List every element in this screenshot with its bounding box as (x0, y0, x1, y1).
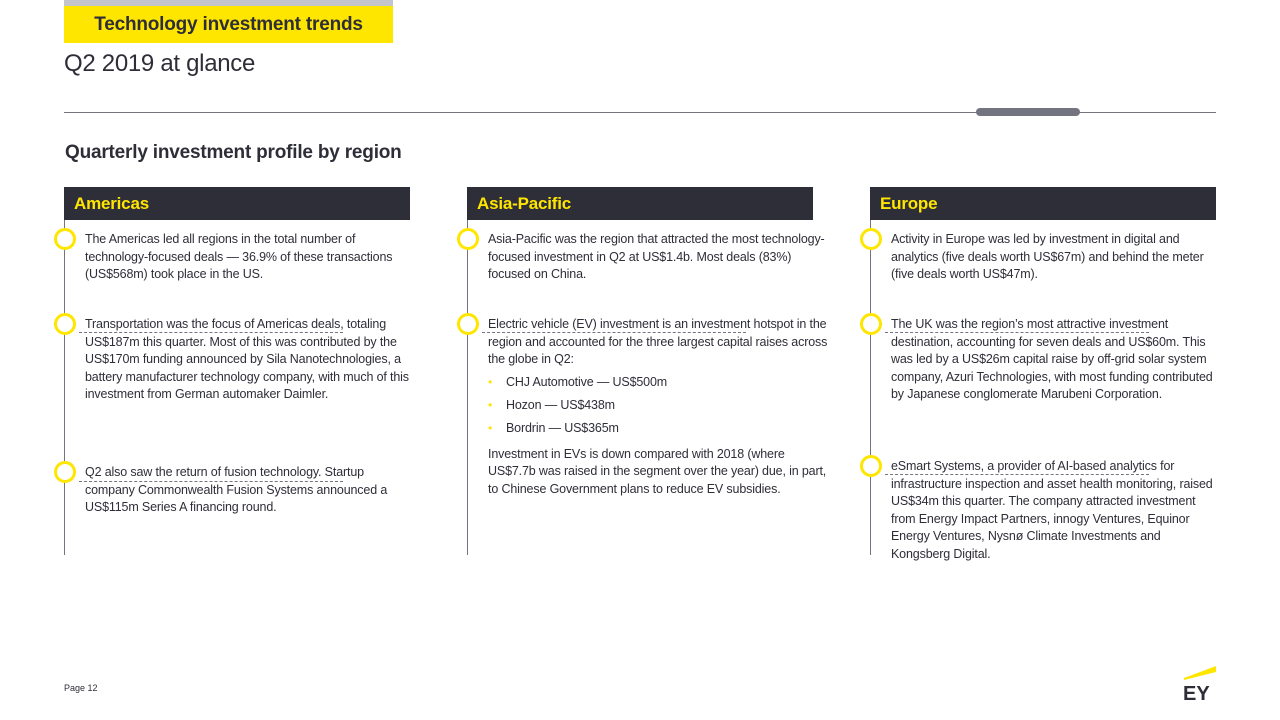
item-text: The UK was the region’s most attractive investment destination, accounting for seven deals and US$60m. This was led by a US$26m capital raise by off-grid solar system company, Azuri Technologies, with most funding contributed by Japanese conglomerate Marubeni Corporation. (891, 317, 1213, 401)
list-item (468, 220, 825, 284)
column-body (870, 220, 1216, 561)
list-item (871, 447, 1217, 563)
column-title: Americas (74, 193, 149, 213)
circle-bullet-icon (54, 461, 76, 483)
item-text-continued: Investment in EVs is down compared with 2018 (where US$7.7b was raised in the segment over the year) due, in part, to Chinese Government plans to reduce EV subsidies. (488, 446, 827, 496)
circle-bullet-icon (860, 228, 882, 250)
ey-logo (1180, 664, 1218, 702)
column-body (64, 220, 410, 555)
item-text: The Americas led all regions in the total number of technology-focused deals — 36.9% of these transactions (US$568m) took place in the US. (85, 232, 393, 281)
circle-bullet-icon (457, 313, 479, 335)
ey-logo-icon (1180, 664, 1218, 702)
page-subtitle: Q2 2019 at glance (64, 50, 256, 77)
column-europe (870, 187, 1216, 561)
column-asia-pacific (467, 187, 828, 555)
column-header (64, 187, 410, 220)
column-header (467, 187, 813, 220)
divider-indicator (976, 108, 1080, 116)
item-text: Activity in Europe was led by investment in digital and analytics (five deals worth US$67m) and behind the meter (five deals worth US$47m). (891, 232, 1204, 281)
item-text: Asia-Pacific was the region that attracted the most technology-focused investment in Q2 at US$1.4b. Most deals (83%) focused on China. (488, 232, 825, 281)
circle-bullet-icon (54, 313, 76, 335)
list-item (65, 305, 411, 404)
deal-list-item: • Bordrin — US$365m (488, 419, 828, 442)
circle-bullet-icon (860, 455, 882, 477)
ey-logo-text: EY (1183, 683, 1210, 702)
item-text: eSmart Systems, a provider of AI-based analytics for infrastructure inspection and asset health monitoring, raised US$34m this quarter. The company attracted investment from Energy Impact Partners, innogy Ventures, Equinor Energy Ventures, Nysnø Climate Investments and Kongsberg Digital. (891, 459, 1213, 561)
circle-bullet-icon (860, 313, 882, 335)
column-header (870, 187, 1216, 220)
section-tag-title: Technology investment trends (94, 13, 363, 35)
column-body (467, 220, 828, 555)
list-item (871, 220, 1217, 284)
circle-bullet-icon (54, 228, 76, 250)
section-tag (64, 0, 393, 43)
column-americas (64, 187, 410, 555)
list-item (871, 305, 1217, 404)
list-item (65, 220, 411, 284)
circle-bullet-icon (457, 228, 479, 250)
column-title: Asia-Pacific (477, 193, 571, 213)
item-text: Transportation was the focus of Americas deals, totaling US$187m this quarter. Most of this was contributed by the US$170m funding announced by Sila Nanotechnologies, a battery manufacturer technology company, with much of this investment from German automaker Daimler. (85, 317, 409, 401)
deal-list (488, 373, 828, 442)
column-title: Europe (880, 193, 938, 213)
list-item (65, 453, 411, 517)
deal-list-item: • Hozon — US$438m (488, 396, 828, 419)
deal-list-item: • CHJ Automotive — US$500m (488, 373, 828, 396)
item-text: Q2 also saw the return of fusion technology. Startup company Commonwealth Fusion Systems announced a US$115m Series A financing round. (85, 465, 388, 514)
list-item (468, 305, 828, 498)
item-text: Electric vehicle (EV) investment is an investment hotspot in the region and accounted for the three largest capital raises across the globe in Q2: (488, 317, 828, 366)
page-number: Page 12 (64, 683, 98, 693)
section-title: Quarterly investment profile by region (65, 142, 402, 163)
